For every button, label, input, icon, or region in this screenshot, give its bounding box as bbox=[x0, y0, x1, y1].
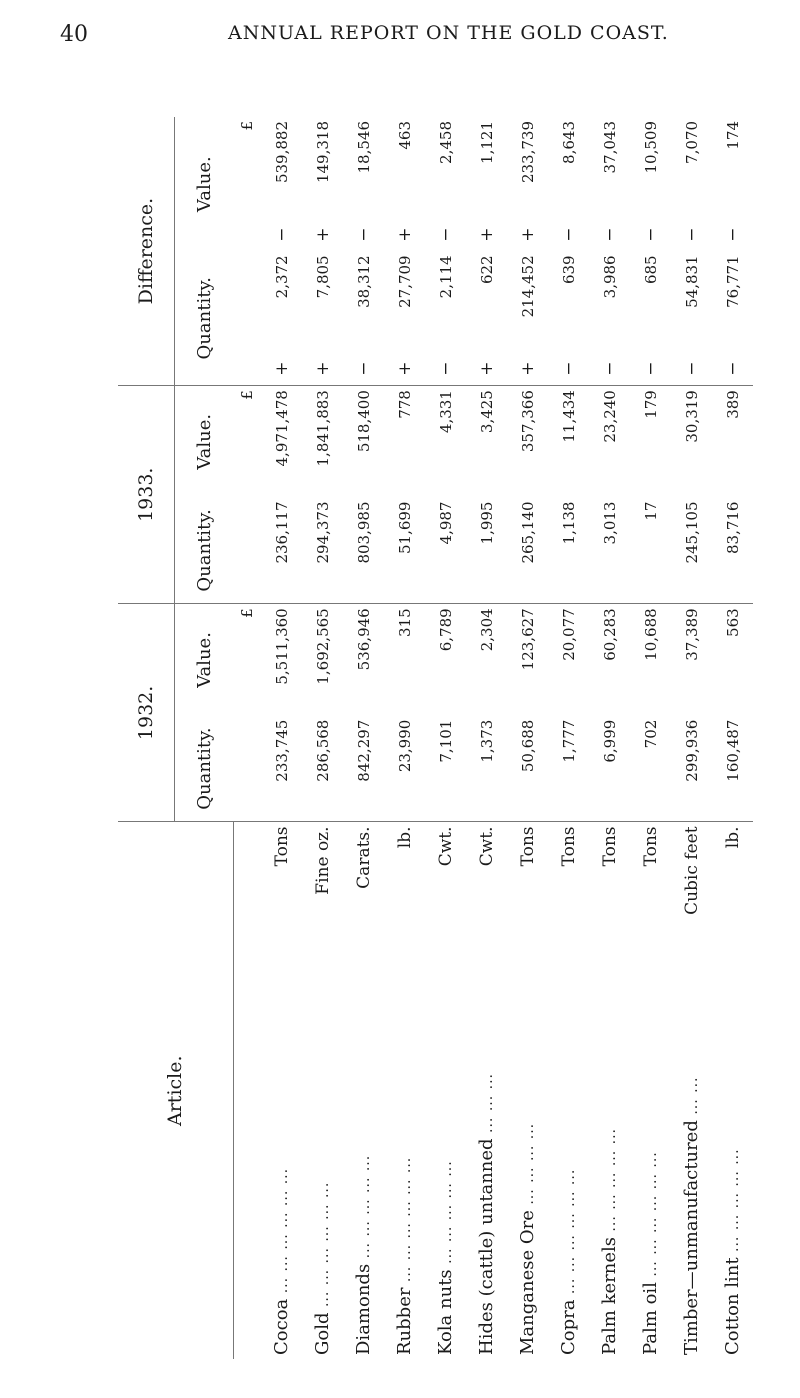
page-number: 40 bbox=[60, 22, 88, 47]
value-1932: 60,283 bbox=[589, 604, 630, 716]
article-label: Diamonds bbox=[353, 1263, 374, 1355]
table-row bbox=[671, 117, 712, 1359]
quantity-1933: 245,105 bbox=[682, 501, 701, 564]
article-label: Palm kernels bbox=[599, 1237, 620, 1355]
value-difference-header: Value. bbox=[193, 156, 215, 213]
value-1933: 4,331 bbox=[425, 386, 466, 498]
quantity-difference-sign: + bbox=[476, 361, 497, 376]
value-1932: 315 bbox=[384, 604, 425, 716]
dot-leader: ... ... ... ... ... ... bbox=[316, 1181, 332, 1313]
article-label: Timber—unmanufactured bbox=[681, 1120, 702, 1355]
value-1933: 518,400 bbox=[343, 386, 384, 498]
dot-leader: ... ... bbox=[685, 1076, 701, 1121]
value-1933: 23,240 bbox=[589, 386, 630, 498]
unit: Tons bbox=[507, 822, 548, 923]
value-difference-sign: + bbox=[517, 227, 538, 242]
value-1932: 563 bbox=[712, 604, 753, 716]
quantity-1933: 83,716 bbox=[723, 501, 742, 555]
article-label: Kola nuts bbox=[435, 1269, 456, 1355]
article-name bbox=[261, 923, 302, 1359]
value-difference: 539,882 bbox=[272, 121, 291, 184]
value-1933: 1,841,883 bbox=[302, 386, 343, 498]
unit: Tons bbox=[261, 822, 302, 923]
table-body bbox=[261, 117, 753, 1359]
dot-leader: ... ... ... ... ... bbox=[726, 1148, 742, 1258]
unit: Carats. bbox=[343, 822, 384, 923]
currency-1933: £ bbox=[233, 386, 261, 498]
value-difference-sign: − bbox=[271, 227, 292, 242]
dot-leader: ... ... ... ... ... bbox=[439, 1160, 455, 1270]
value-1933: 179 bbox=[630, 386, 671, 498]
exports-table bbox=[118, 117, 753, 1359]
quantity-difference: 54,831 bbox=[682, 255, 701, 308]
currency-difference: £ bbox=[238, 121, 256, 131]
quantity-1933: 294,373 bbox=[313, 501, 332, 564]
quantity-difference: 76,771 bbox=[723, 255, 742, 308]
year-1932-header: 1932. bbox=[118, 604, 175, 822]
quantity-1932: 842,297 bbox=[354, 719, 373, 782]
running-head: ANNUAL REPORT ON THE GOLD COAST. bbox=[228, 22, 669, 44]
article-name bbox=[343, 923, 384, 1359]
unit: Tons bbox=[589, 822, 630, 923]
value-difference: 2,458 bbox=[436, 121, 455, 164]
quantity-1932: 160,487 bbox=[723, 719, 742, 782]
quantity-1932: 7,101 bbox=[436, 719, 455, 763]
quantity-1932: 233,745 bbox=[272, 719, 291, 782]
value-difference: 149,318 bbox=[313, 121, 332, 184]
value-difference-sign: + bbox=[312, 227, 333, 242]
currency-row bbox=[233, 117, 261, 1359]
article-name bbox=[548, 923, 589, 1359]
quantity-1932: 299,936 bbox=[682, 719, 701, 782]
value-difference: 18,546 bbox=[354, 121, 373, 174]
table-row bbox=[425, 117, 466, 1359]
quantity-1933: 17 bbox=[641, 501, 660, 521]
quantity-1932: 1,373 bbox=[477, 719, 496, 763]
currency-1932: £ bbox=[233, 604, 261, 716]
value-1932: 6,789 bbox=[425, 604, 466, 716]
value-difference-sign: + bbox=[476, 227, 497, 242]
dot-leader: ... ... ... ... bbox=[521, 1122, 537, 1211]
value-1933: 389 bbox=[712, 386, 753, 498]
value-1932: 1,692,565 bbox=[302, 604, 343, 716]
quantity-difference: 38,312 bbox=[354, 255, 373, 308]
article-name bbox=[466, 923, 507, 1359]
value-difference-sign: − bbox=[599, 227, 620, 242]
quantity-difference-sign: − bbox=[599, 361, 620, 376]
group-header-row bbox=[118, 117, 175, 1359]
table-row bbox=[261, 117, 302, 1359]
article-label: Gold bbox=[312, 1312, 333, 1355]
value-difference: 8,643 bbox=[559, 121, 578, 164]
table-row bbox=[466, 117, 507, 1359]
dot-leader: ... ... ... ... ... ... bbox=[644, 1151, 660, 1283]
article-name bbox=[589, 923, 630, 1359]
quantity-difference-sign: + bbox=[394, 361, 415, 376]
quantity-difference: 7,805 bbox=[313, 255, 332, 299]
value-1933: 11,434 bbox=[548, 386, 589, 498]
table-row bbox=[548, 117, 589, 1359]
article-header: Article. bbox=[118, 822, 233, 1359]
value-1933: 30,319 bbox=[671, 386, 712, 498]
value-1933-header: Value. bbox=[175, 386, 234, 498]
quantity-1932-header: Quantity. bbox=[193, 727, 215, 810]
table-row bbox=[507, 117, 548, 1359]
value-difference-sign: − bbox=[681, 227, 702, 242]
table-row bbox=[589, 117, 630, 1359]
article-label: Cocoa bbox=[271, 1298, 292, 1355]
article-label: Copra bbox=[558, 1299, 579, 1355]
quantity-difference-sign: − bbox=[640, 361, 661, 376]
dot-leader: ... ... ... ... ... bbox=[603, 1128, 619, 1238]
value-difference-sign: − bbox=[558, 227, 579, 242]
quantity-difference-sign: + bbox=[517, 361, 538, 376]
article-name bbox=[671, 923, 712, 1359]
unit: Tons bbox=[548, 822, 589, 923]
difference-header: Difference. bbox=[118, 117, 175, 386]
article-name bbox=[425, 923, 466, 1359]
value-difference-sign: − bbox=[435, 227, 456, 242]
value-1932: 2,304 bbox=[466, 604, 507, 716]
value-difference-sign: − bbox=[640, 227, 661, 242]
quantity-difference-sign: − bbox=[353, 361, 374, 376]
value-1932: 536,946 bbox=[343, 604, 384, 716]
quantity-difference: 214,452 bbox=[518, 255, 537, 318]
table-row bbox=[630, 117, 671, 1359]
quantity-1933: 236,117 bbox=[272, 501, 291, 564]
table-row bbox=[302, 117, 343, 1359]
quantity-difference: 622 bbox=[477, 255, 496, 285]
table-row bbox=[343, 117, 384, 1359]
quantity-difference-sign: − bbox=[435, 361, 456, 376]
value-1932-header: Value. bbox=[175, 604, 234, 716]
value-1933: 357,366 bbox=[507, 386, 548, 498]
quantity-1932: 1,777 bbox=[559, 719, 578, 763]
unit: Tons bbox=[630, 822, 671, 923]
quantity-difference-header: Quantity. bbox=[193, 277, 215, 360]
article-name bbox=[384, 923, 425, 1359]
article-name bbox=[712, 923, 753, 1359]
quantity-1933: 4,987 bbox=[436, 501, 455, 545]
unit: lb. bbox=[384, 822, 425, 923]
value-difference: 7,070 bbox=[682, 121, 701, 164]
value-difference: 233,739 bbox=[518, 121, 537, 184]
article-label: Palm oil bbox=[640, 1282, 661, 1355]
unit: Cubic feet bbox=[671, 822, 712, 923]
quantity-1933: 803,985 bbox=[354, 501, 373, 564]
value-1933: 4,971,478 bbox=[261, 386, 302, 498]
quantity-1932: 23,990 bbox=[395, 719, 414, 773]
quantity-difference: 2,114 bbox=[436, 255, 455, 299]
value-difference-sign: + bbox=[394, 227, 415, 242]
quantity-1933: 265,140 bbox=[518, 501, 537, 564]
article-name bbox=[302, 923, 343, 1359]
quantity-difference: 685 bbox=[641, 255, 660, 285]
quantity-1933: 1,138 bbox=[559, 501, 578, 545]
quantity-1933: 1,995 bbox=[477, 501, 496, 545]
value-difference: 174 bbox=[723, 121, 742, 150]
quantity-difference-sign: + bbox=[312, 361, 333, 376]
article-name bbox=[507, 923, 548, 1359]
quantity-difference: 2,372 bbox=[272, 255, 291, 299]
value-1932: 37,389 bbox=[671, 604, 712, 716]
quantity-1932: 702 bbox=[641, 719, 660, 749]
quantity-1932: 50,688 bbox=[518, 719, 537, 773]
quantity-difference-sign: − bbox=[681, 361, 702, 376]
value-1932: 20,077 bbox=[548, 604, 589, 716]
table-row bbox=[384, 117, 425, 1359]
quantity-1933-header: Quantity. bbox=[193, 509, 215, 592]
article-name bbox=[630, 923, 671, 1359]
value-difference: 463 bbox=[395, 121, 414, 150]
dot-leader: ... ... ... ... ... ... bbox=[398, 1156, 414, 1288]
quantity-difference-sign: − bbox=[558, 361, 579, 376]
quantity-1932: 286,568 bbox=[313, 719, 332, 782]
unit: Cwt. bbox=[425, 822, 466, 923]
value-1933: 778 bbox=[384, 386, 425, 498]
quantity-difference: 639 bbox=[559, 255, 578, 285]
table-row bbox=[712, 117, 753, 1359]
unit: Fine oz. bbox=[302, 822, 343, 923]
value-difference-sign: − bbox=[353, 227, 374, 242]
quantity-1932: 6,999 bbox=[600, 719, 619, 763]
unit: lb. bbox=[712, 822, 753, 923]
dot-leader: ... ... ... bbox=[480, 1073, 496, 1139]
value-difference: 10,509 bbox=[641, 121, 660, 174]
value-1933: 3,425 bbox=[466, 386, 507, 498]
dot-leader: ... ... ... ... ... ... bbox=[275, 1167, 291, 1299]
article-label: Rubber bbox=[394, 1287, 415, 1355]
value-difference-sign: − bbox=[722, 227, 743, 242]
quantity-difference: 27,709 bbox=[395, 255, 414, 308]
quantity-1933: 51,699 bbox=[395, 501, 414, 555]
quantity-difference: 3,986 bbox=[600, 255, 619, 299]
article-label: Hides (cattle) untanned bbox=[476, 1138, 497, 1355]
article-label: Manganese Ore bbox=[517, 1210, 538, 1355]
exports-table-rotated bbox=[118, 117, 743, 1359]
value-1932: 123,627 bbox=[507, 604, 548, 716]
value-1932: 5,511,360 bbox=[261, 604, 302, 716]
value-difference: 1,121 bbox=[477, 121, 496, 164]
value-1932: 10,688 bbox=[630, 604, 671, 716]
rotated-table-area bbox=[118, 117, 743, 1359]
page-header bbox=[0, 0, 800, 60]
dot-leader: ... ... ... ... ... bbox=[357, 1154, 373, 1264]
quantity-1933: 3,013 bbox=[600, 501, 619, 545]
unit: Cwt. bbox=[466, 822, 507, 923]
year-1933-header: 1933. bbox=[118, 386, 175, 604]
quantity-difference-sign: − bbox=[722, 361, 743, 376]
article-label: Cotton lint bbox=[722, 1257, 743, 1355]
value-difference: 37,043 bbox=[600, 121, 619, 174]
quantity-difference-sign: + bbox=[271, 361, 292, 376]
dot-leader: ... ... ... ... ... ... bbox=[562, 1168, 578, 1300]
